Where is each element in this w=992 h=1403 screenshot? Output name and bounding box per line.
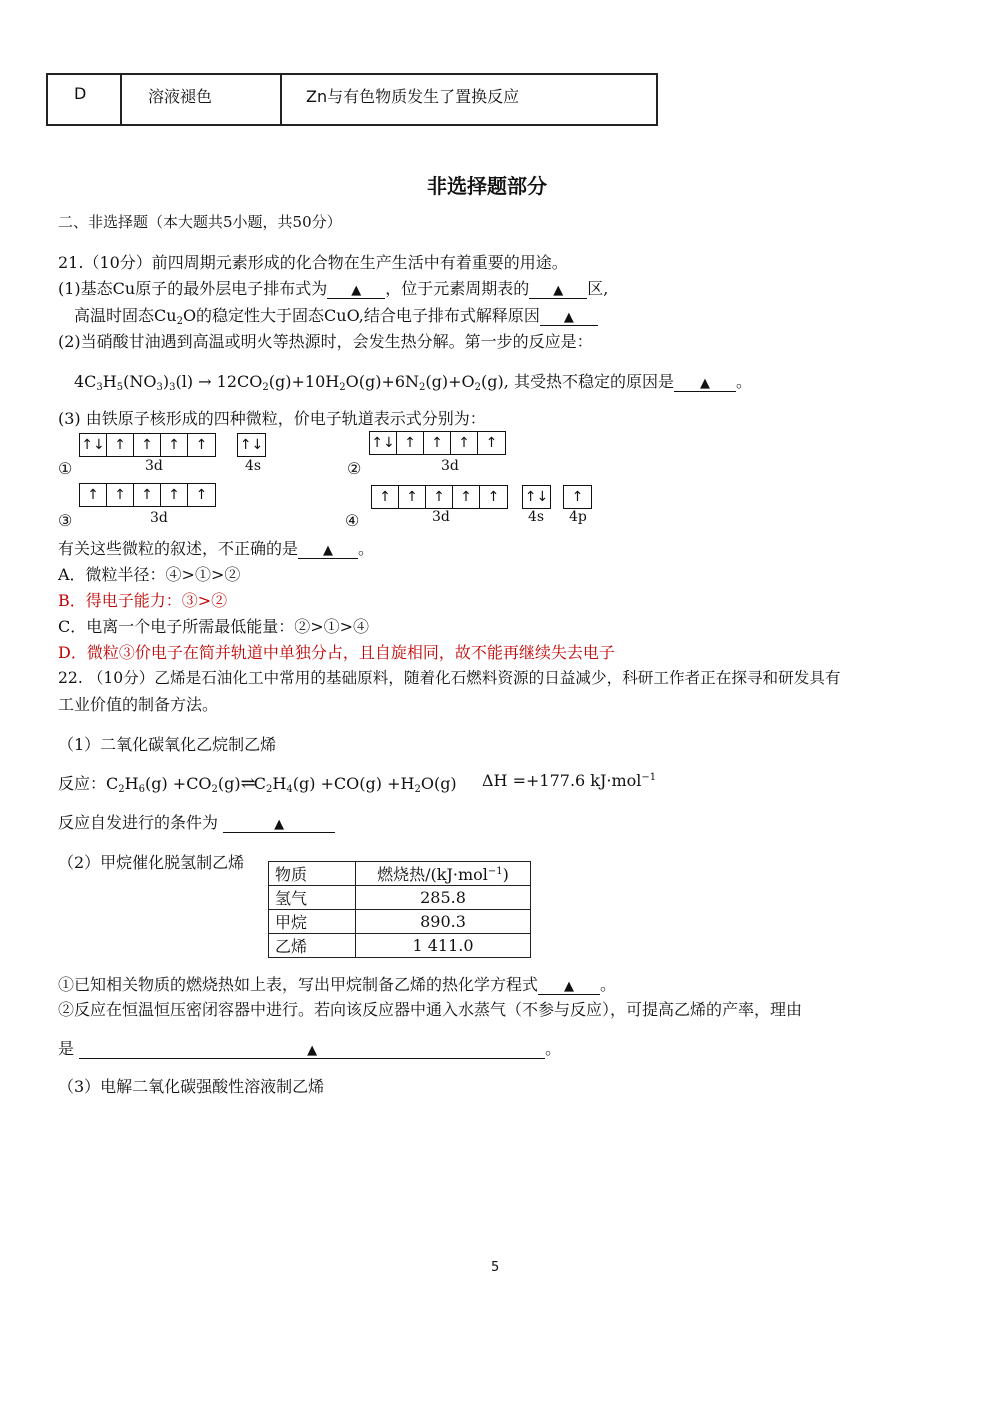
q22-q1: ①已知相关物质的燃烧热如上表，写出甲烷制备乙烯的热化学方程式 ▲ 。 [58,975,617,994]
equation-formula: $4C_3H_5(NO_3)_3(l) \to 12CO_2(g)+10H_2O(g)+6N_2(g)+O_2(g)$ [74,372,504,393]
enthalpy: ΔH =+177.6 kJ·mol$^{-1}$ [482,771,657,790]
q22-stem-line2: 工业价值的制备方法。 [58,695,219,714]
orbital-4-3d: ↑ ↑ ↑ ↑ ↑ [371,485,508,509]
table-cell-explanation: Zn与有色物质发生了置换反应 [306,87,520,106]
label-3d: 3d [432,509,450,525]
q21-ask: 有关这些微粒的叙述，不正确的是 ▲ 。 [58,539,375,558]
page-number: 5 [491,1260,500,1275]
q22-sub1: （1）二氧化碳氧化乙烷制乙烯 [58,735,277,754]
section-intro: 二、非选择题（本大题共5小题，共50分） [58,213,342,231]
answer-blank[interactable]: ▲ [674,373,736,392]
q22-condition: 反应自发进行的条件为 ▲ [58,810,335,833]
label-1: ① [58,459,73,478]
label-2: ② [347,459,362,478]
q22-q2: ②反应在恒温恒压密闭容器中进行。若向该反应器中通入水蒸气（不参与反应），可提高乙烯的产率，理由 [58,1000,803,1019]
orbital-1-3d: ↑↓ ↑ ↑ ↑ ↑ [79,433,216,457]
q22-sub2: （2）甲烷催化脱氢制乙烯 [58,853,245,872]
label-3: ③ [58,511,73,530]
label-4s: 4s [245,458,262,474]
orbital-4-4s: ↑↓ [522,485,551,509]
answer-blank[interactable]: ▲ [79,1040,545,1059]
q21-stem: 21.（10分）前四周期元素形成的化合物在生产生活中有着重要的用途。 [58,253,568,272]
table-cell-option: D [74,84,87,103]
option-a: A．微粒半径：④>①>② [58,565,241,584]
q21-part1-line2: 高温时固态$Cu_2O$的稳定性大于固态CuO,结合电子排布式解释原因 ▲ [74,303,598,326]
orbital-3-3d: ↑ ↑ ↑ ↑ ↑ [79,483,216,507]
ethane-reaction: 反应：$C_2H_6(g)$ $+CO_2(g)\rightleftharpoons C_2H_4(g) +CO(g) +H_2O(g)$ [58,773,457,795]
option-c: C．电离一个电子所需最低能量：②>①>④ [58,617,370,636]
combustion-heat-table [268,861,531,958]
q21-part2: (2)当硝酸甘油遇到高温或明火等热源时，会发生热分解。第一步的反应是： [58,332,593,351]
table-header: 燃烧热/(kJ·mol$^{-1}$) [356,862,531,886]
table-cell-phenomenon: 溶液褪色 [148,87,213,106]
q22-q2-line2: 是 ▲ 。 [58,1039,562,1058]
option-d: D．微粒③价电子在简并轨道中单独分占，且自旋相同，故不能再继续失去电子 [58,643,615,662]
label-3d: 3d [145,458,163,474]
label-4s: 4s [528,509,545,525]
label-4: ④ [345,511,360,530]
orbital-2-3d: ↑↓ ↑ ↑ ↑ ↑ [369,431,506,455]
q21-part3: (3) 由铁原子核形成的四种微粒，价电子轨道表示式分别为： [58,409,486,428]
label-4p: 4p [569,509,587,525]
option-b: B．得电子能力：③>② [58,591,228,610]
answer-blank[interactable]: ▲ [327,280,385,299]
q22-sub3: （3）电解二氧化碳强酸性溶液制乙烯 [58,1077,325,1096]
orbital-1-4s: ↑↓ [237,433,266,457]
answer-blank[interactable]: ▲ [298,540,358,559]
table-row: 甲烷 890.3 [269,910,531,934]
table-row: 乙烯 1 411.0 [269,934,531,958]
answer-blank[interactable]: ▲ [223,814,335,833]
section-title: 非选择题部分 [427,174,547,198]
table-header: 物质 [269,862,356,886]
table-header-row [269,862,531,886]
reaction-formula: $C_2H_6(g)$ $+CO_2(g)\rightleftharpoons C_2H_4(g) +CO(g) +H_2O(g)$ [106,773,457,795]
q21-part1: (1)基态Cu原子的最外层电子排布式为 ▲ ，位于元素周期表的 ▲ 区, [58,279,609,298]
answer-table-row-d [46,73,658,126]
answer-blank[interactable]: ▲ [540,307,598,326]
orbital-4-4p: ↑ [563,485,592,509]
q22-stem: 22. （10分）乙烯是石油化工中常用的基础原料，随着化石燃料资源的日益减少，科研工作者正在探寻和研发具有 [58,669,841,687]
answer-blank[interactable]: ▲ [529,280,587,299]
table-row: 氢气 285.8 [269,886,531,910]
nitroglycerin-equation: $4C_3H_5(NO_3)_3(l) \to 12CO_2(g)+10H_2O(g)+6N_2(g)+O_2(g)$, 其受热不稳定的原因是 ▲ 。 [74,372,752,393]
label-3d: 3d [150,510,168,526]
answer-blank[interactable]: ▲ [538,976,600,995]
label-3d: 3d [441,458,459,474]
